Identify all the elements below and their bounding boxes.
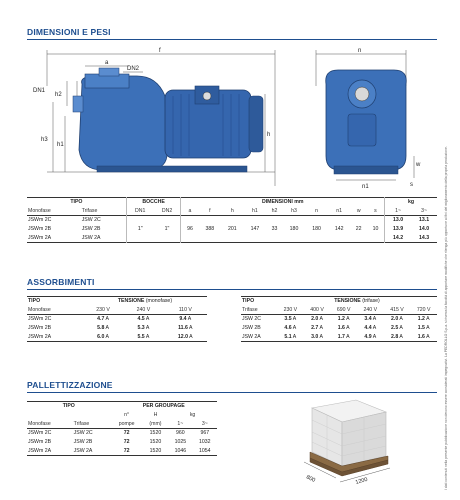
section-rule <box>27 392 437 393</box>
unit: A <box>346 325 350 331</box>
pallet-width-label: 1200 <box>354 476 369 486</box>
sub-header: Monofase <box>28 306 51 313</box>
col-header-tipo: TIPO <box>28 298 41 305</box>
sub-header: h1 <box>252 207 258 214</box>
col-header-tensione: TENSIONE <box>117 298 145 305</box>
dim-label-h3: h3 <box>41 137 48 143</box>
dim-label-w: w <box>416 162 421 168</box>
sub-header: kg <box>189 412 196 418</box>
unit: A <box>319 333 323 340</box>
model-mono: JSWm 2B <box>28 226 52 232</box>
model-mono: JSWm 2B <box>28 439 52 445</box>
current-value: 5.3 <box>137 325 145 331</box>
col-header-tensione-sub: (monofase) <box>145 298 173 305</box>
current-value: 5.1 <box>284 333 292 340</box>
section-rule <box>27 289 437 290</box>
col-header-groupage: PER GROUPAGE <box>142 403 185 410</box>
current-value: 4.7 <box>97 316 105 323</box>
unit: A <box>399 316 403 323</box>
current-value: 9.4 <box>179 316 187 323</box>
absorption-tri-table <box>241 296 437 342</box>
sub-header: s <box>374 207 377 214</box>
dimensions-table <box>27 197 437 243</box>
unit: A <box>426 333 430 340</box>
current-value: 5.5 <box>137 333 145 340</box>
cell-f: 388 <box>205 226 215 232</box>
model-mono: JSWm 2A <box>28 234 52 241</box>
model-mono: JSWm 2C <box>28 430 52 437</box>
unit: A <box>187 316 192 323</box>
absorption-mono-table <box>27 296 207 342</box>
sub-header: Monofase <box>28 420 51 427</box>
model-tri: JSW 2B <box>73 439 93 445</box>
section-title-absorption: ASSORBIMENTI <box>27 277 95 287</box>
dim-label-dn1: DN1 <box>33 88 46 94</box>
unit: A <box>105 325 109 331</box>
model-name: JSWm 2A <box>28 333 52 340</box>
pump-front-view-drawing <box>306 46 426 196</box>
col-header-tipo: TIPO <box>62 403 75 410</box>
cell-w: 22 <box>355 226 362 232</box>
col-header-kg: kg <box>384 198 437 207</box>
unit: A <box>372 316 377 323</box>
table-row <box>241 333 437 342</box>
unit: A <box>372 325 377 331</box>
current-value: 12.0 <box>177 333 189 340</box>
current-value: 3.4 <box>364 316 372 323</box>
cell-h: 201 <box>228 226 237 232</box>
sub-header: h2 <box>271 207 278 214</box>
sub-header: Trifase <box>73 420 90 427</box>
model-tri: JSW 2A <box>81 234 101 241</box>
dim-label-s: s <box>410 182 413 188</box>
cell-n-pumps: 72 <box>123 430 130 437</box>
table-row <box>241 315 437 324</box>
current-value: 2.0 <box>311 316 319 323</box>
cell-s: 10 <box>372 226 379 232</box>
unit: A <box>372 333 377 340</box>
model-name: JSW 2A <box>242 333 261 340</box>
table-row <box>27 447 217 456</box>
col-header-tipo: TIPO <box>70 199 83 206</box>
cell-kg1: 960 <box>176 430 185 437</box>
cell-a: 96 <box>181 216 199 243</box>
table-row <box>27 216 437 225</box>
model-name: JSW 2C <box>242 316 262 323</box>
cell-n: 180 <box>312 226 321 232</box>
section-title-palletization: PALLETTIZZAZIONE <box>27 380 113 390</box>
table-row <box>241 324 437 333</box>
unit: A <box>145 333 150 340</box>
unit: A <box>346 333 350 340</box>
current-value: 1.6 <box>337 325 345 331</box>
table-row <box>27 333 207 342</box>
sub-header: f <box>209 207 211 214</box>
disclaimer-vertical-text: I dati contenuti nella presente pubblicazione non devono essere considerati impegnativi. La PEDROLLO S.p.a. si riserva la facoltà di apportare modifiche che ritenga più opportune ai fini del miglioramento della propria produzione. <box>444 146 448 490</box>
sub-header: DN2 <box>161 207 173 214</box>
model-name: JSWm 2B <box>28 325 52 331</box>
cell-kg3: 967 <box>200 430 210 437</box>
pallet-depth-label: 800 <box>305 474 317 484</box>
voltage-header: 240 V <box>363 306 378 313</box>
current-value: 6.0 <box>97 333 105 340</box>
dim-label-n1: n1 <box>362 184 369 190</box>
sub-header: Trifase <box>242 306 258 313</box>
current-value: 1.2 <box>417 316 425 323</box>
voltage-header: 400 V <box>310 306 324 313</box>
dim-label-dn2: DN2 <box>127 66 140 72</box>
cell-kg3: 14.3 <box>419 234 430 241</box>
current-value: 4.4 <box>364 325 372 331</box>
current-value: 3.0 <box>311 333 319 340</box>
cell-kg3: 1032 <box>199 439 211 445</box>
col-header-tipo: TIPO <box>242 298 255 305</box>
current-value: 2.8 <box>391 333 399 340</box>
voltage-header: 720 V <box>416 306 431 313</box>
cell-kg1: 13.0 <box>384 216 411 225</box>
model-name: JSWm 2C <box>28 316 52 323</box>
cell-h3: 180 <box>289 226 299 232</box>
cell-kg1: 13.9 <box>384 225 411 234</box>
sub-header: (mm) <box>149 420 162 427</box>
col-header-bocche: BOCCHE <box>126 198 181 207</box>
table-row <box>27 324 207 333</box>
sub-header: n1 <box>336 207 343 214</box>
dim-label-f: f <box>159 48 161 54</box>
current-value: 5.8 <box>97 325 105 331</box>
unit: A <box>426 316 430 323</box>
sub-header: h3 <box>291 207 297 214</box>
unit: A <box>319 325 323 331</box>
voltage-header: 690 V <box>336 306 351 313</box>
unit: A <box>105 316 109 323</box>
sub-header: w <box>356 207 361 214</box>
cell-height: 1520 <box>149 430 162 437</box>
cell-kg1: 1046 <box>174 447 187 454</box>
sub-header: 3~ <box>421 207 428 214</box>
cell-height: 1520 <box>149 447 162 454</box>
model-tri: JSW 2A <box>73 447 93 454</box>
voltage-header: 230 V <box>96 306 110 313</box>
cell-kg3: 14.0 <box>419 226 430 232</box>
model-tri: JSW 2C <box>73 430 93 437</box>
cell-kg3: 1054 <box>199 447 211 454</box>
voltage-header: 110 V <box>178 306 192 313</box>
col-header-tensione: TENSIONE <box>334 298 361 305</box>
unit: A <box>189 325 193 331</box>
unit: A <box>145 325 150 331</box>
palletization-table <box>27 401 217 456</box>
current-value: 2.7 <box>311 325 319 331</box>
model-name: JSW 2B <box>242 325 261 331</box>
dim-label-h2: h2 <box>55 92 62 98</box>
cell-kg3: 13.1 <box>419 217 430 224</box>
sub-header: 1~ <box>384 207 411 216</box>
cell-height: 1520 <box>149 439 162 445</box>
section-rule <box>27 39 437 40</box>
voltage-header: 230 V <box>283 306 298 313</box>
sub-header: DN1 <box>126 207 153 216</box>
unit: A <box>145 316 150 323</box>
cell-dn2: 1" <box>164 226 170 232</box>
current-value: 2.5 <box>391 325 399 331</box>
sub-header: 3~ <box>201 420 208 427</box>
current-value: 4.6 <box>284 325 292 331</box>
cell-h2: 33 <box>271 226 278 232</box>
table-row <box>27 315 207 324</box>
sub-header: pompe <box>118 420 135 427</box>
current-value: 1.2 <box>337 316 345 323</box>
unit: A <box>292 316 297 323</box>
unit: A <box>292 325 297 331</box>
current-value: 1.7 <box>337 333 345 340</box>
unit: A <box>319 316 323 323</box>
cell-n-pumps: 72 <box>123 447 130 454</box>
unit: A <box>292 333 297 340</box>
unit: A <box>399 333 403 340</box>
unit: A <box>189 333 193 340</box>
sub-header: H <box>153 412 158 418</box>
dim-label-a: a <box>105 60 109 66</box>
sub-header: n° <box>124 412 130 418</box>
pump-side-view-drawing <box>27 46 297 196</box>
current-value: 11.6 <box>178 325 188 331</box>
sub-header: 1~ <box>177 420 184 427</box>
current-value: 4.5 <box>137 316 145 323</box>
current-value: 4.9 <box>364 333 372 340</box>
sub-header: Trifase <box>81 207 98 214</box>
sub-header: h <box>230 207 234 214</box>
model-tri: JSW 2B <box>81 226 101 232</box>
cell-h1: 147 <box>250 226 260 232</box>
current-value: 1.5 <box>417 325 425 331</box>
dim-label-n: n <box>358 48 362 54</box>
dim-label-h1: h1 <box>57 142 64 148</box>
dim-label-h: h <box>267 132 271 138</box>
model-mono: JSWm 2C <box>28 217 52 224</box>
sub-header: Monofase <box>28 207 51 214</box>
unit: A <box>105 333 109 340</box>
cell-kg1: 1025 <box>174 439 187 445</box>
cell-kg1: 14.2 <box>384 234 411 243</box>
model-mono: JSWm 2A <box>28 447 52 454</box>
cell-n1: 142 <box>334 226 344 232</box>
current-value: 2.0 <box>391 316 399 323</box>
unit: A <box>399 325 403 331</box>
model-tri: JSW 2C <box>81 217 101 224</box>
col-header-dimensioni: DIMENSIONI mm <box>181 198 385 207</box>
current-value: 1.6 <box>417 333 425 340</box>
sub-header: a <box>181 207 199 216</box>
table-row <box>27 438 217 447</box>
sub-header: n <box>315 207 319 214</box>
col-header-tensione-sub: (trifase) <box>362 298 380 305</box>
unit: A <box>346 316 350 323</box>
section-title-dimensions: DIMENSIONI E PESI <box>27 27 111 37</box>
current-value: 3.5 <box>284 316 292 323</box>
voltage-header: 415 V <box>390 306 404 313</box>
table-row <box>27 429 217 438</box>
cell-n-pumps: 72 <box>123 439 130 445</box>
cell-dn1: 1" <box>126 216 153 243</box>
voltage-header: 240 V <box>136 306 151 313</box>
unit: A <box>426 325 430 331</box>
pallet-illustration <box>290 398 400 490</box>
